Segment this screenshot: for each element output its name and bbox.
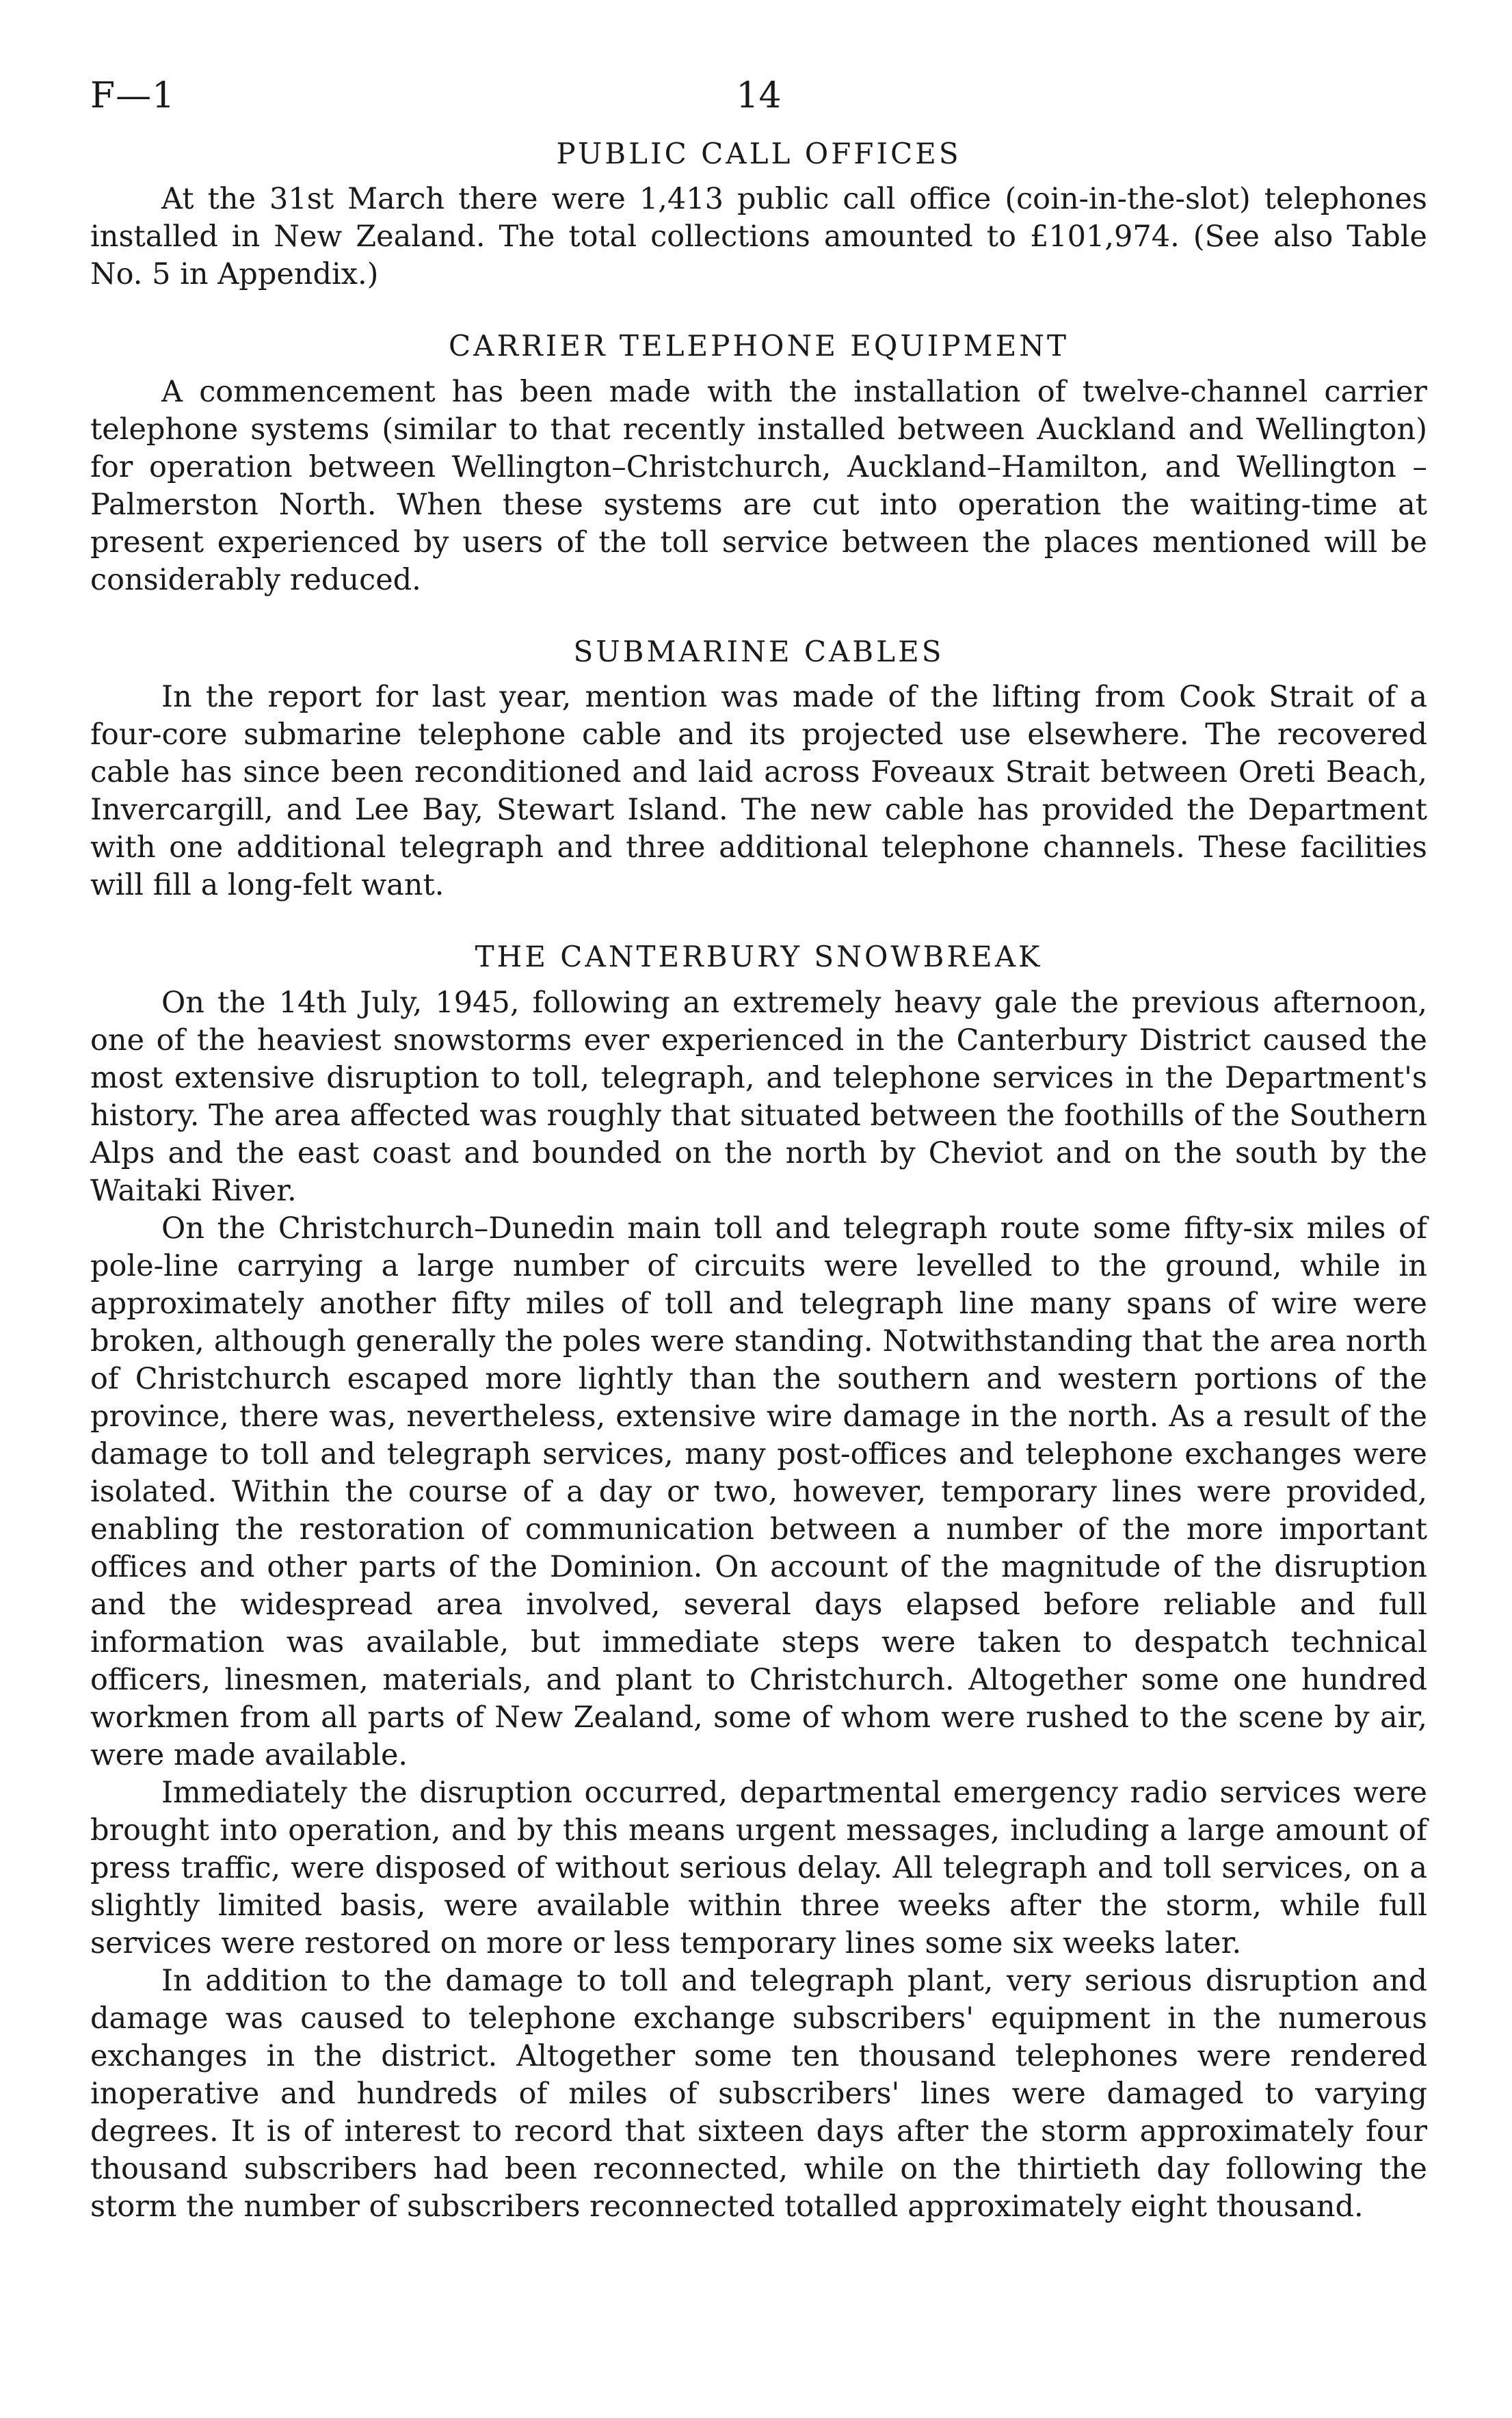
paragraph: In the report for last year, mention was made of the lifting from Cook Strait of a four-core submarine telephone cable and its projected use elsewhere. The recovered cable has since been reconditioned and laid across Foveaux Strait between Oreti Beach, Invercargill, and Lee Bay, Stewart Island. The new cable has provided the Department with one additional telegraph and three additional telephone channels. These facilities will fill a long-felt want. xyxy=(90,680,1427,903)
section-heading: THE CANTERBURY SNOWBREAK xyxy=(475,940,1043,974)
section-carrier-telephone-equipment xyxy=(90,329,1427,599)
section-heading: SUBMARINE CABLES xyxy=(573,634,944,668)
document-page xyxy=(90,75,1427,2261)
section-canterbury-snowbreak xyxy=(90,940,1427,2225)
paragraph: A commencement has been made with the installation of twelve-channel carrier telephone systems (similar to that recently installed between Auckland and Wellington) for operation between Wellington–Christchurch, Auckland–Hamilton, and Wellington – Palmerston North. When these systems are cut into operation the waiting-time at present experienced by users of the toll service between the places mentioned will be considerably reduced. xyxy=(90,374,1427,597)
section-heading: PUBLIC CALL OFFICES xyxy=(556,137,961,170)
section-heading: CARRIER TELEPHONE EQUIPMENT xyxy=(448,329,1069,363)
paragraph: On the Christchurch–Dunedin main toll and telegraph route some fifty-six miles of pole-line carrying a large number of circuits were levelled to the ground, while in approximately another fifty miles of toll and telegraph line many spans of wire were broken, although generally the poles were standing. Notwithstanding that the area north of Christchurch escaped more lightly than the southern and western portions of the province, there was, nevertheless, extensive wire damage in the north. As a result of the damage to toll and telegraph services, many post-offices and telephone exchanges were isolated. Within the course of a day or two, however, temporary lines were provided, enabling the restoration of communication between a number of the more important offices and other parts of the Dominion. On account of the magnitude of the disruption and the widespread area involved, several days elapsed before reliable and full information was available, but immediate steps were taken to despatch technical officers, linesmen, materials, and plant to Christchurch. Altogether some one hundred workmen from all parts of New Zealand, some of whom were rushed to the scene by air, were made available. xyxy=(90,1211,1427,1772)
paragraph: Immediately the disruption occurred, departmental emergency radio services were brought into operation, and by this means urgent messages, including a large amount of press traffic, were disposed of without serious delay. All telegraph and toll services, on a slightly limited basis, were available within three weeks after the storm, while full services were restored on more or less temporary lines some six weeks later. xyxy=(90,1775,1427,1960)
page-number: 14 xyxy=(736,75,782,116)
section-public-call-offices xyxy=(90,137,1427,293)
section-submarine-cables xyxy=(90,635,1427,904)
paragraph: On the 14th July, 1945, following an extremely heavy gale the previous afternoon, one of the heaviest snowstorms ever experienced in the Canterbury District caused the most extensive disruption to toll, telegraph, and telephone services in the Department's history. The area affected was roughly that situated between the foothills of the Southern Alps and the east coast and bounded on the north by Cheviot and on the south by the Waitaki River. xyxy=(90,985,1427,1208)
paragraph: In addition to the damage to toll and telegraph plant, very serious disruption and damage was caused to telephone exchange subscribers' equipment in the numerous exchanges in the district. Altogether some ten thousand telephones were rendered inoperative and hundreds of miles of subscribers' lines were damaged to varying degrees. It is of interest to record that sixteen days after the storm approximately four thousand subscribers had been reconnected, while on the thirtieth day following the storm the number of subscribers reconnected totalled approximately eight thousand. xyxy=(90,1963,1427,2224)
paragraph: At the 31st March there were 1,413 public call office (coin-in-the-slot) telephones installed in New Zealand. The total collections amounted to £101,974. (See also Table No. 5 in Appendix.) xyxy=(90,182,1427,292)
page-header xyxy=(90,75,1427,137)
document-reference: F—1 xyxy=(90,75,176,116)
